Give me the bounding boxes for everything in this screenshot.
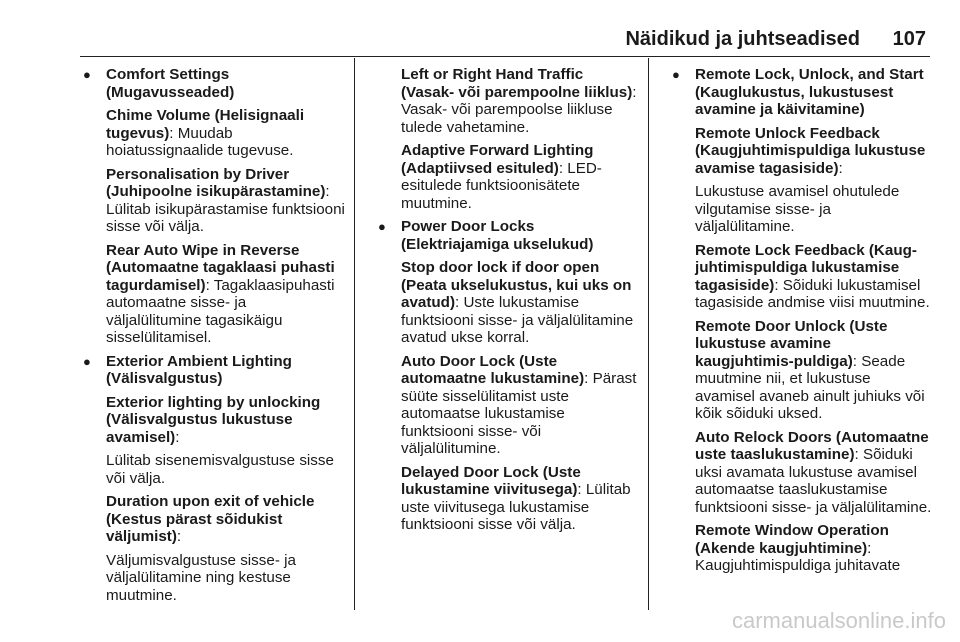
setting-name: Rear Auto Wipe in Reverse (Automaatne tagaklaasi puhasti tagurdamisel) bbox=[106, 241, 335, 294]
setting-name: Personalisation by Driver (Juhipoolne isikupärastamine) bbox=[106, 165, 326, 200]
setting-desc: : Pärast süüte sisselülitamist uste automaatse lukustamise funktsiooni sisse- või väljalülitumine. bbox=[401, 370, 637, 457]
setting-item bbox=[401, 259, 640, 347]
setting-desc: : Sõiduki lukustamisel tagasiside andmise viisi muutmine. bbox=[695, 276, 930, 311]
setting-paragraph: Väljumisvalgustuse sisse- ja väljalülitamine ning kestuse muutmine. bbox=[106, 551, 296, 604]
setting-desc: : Lülitab uste viivitusega lukustamise funktsiooni sisse või välja. bbox=[401, 481, 631, 533]
setting-desc: : LED-esitulede funktsioonisätete muutmine. bbox=[401, 159, 602, 212]
page-number: 107 bbox=[892, 28, 926, 50]
setting-name: Auto Door Lock (Uste automaatne lukustamine) bbox=[401, 352, 585, 387]
header-title: Näidikud ja juhtseadised bbox=[625, 28, 860, 50]
setting-name: Exterior lighting by unlocking (Välisvalgustus lukustuse avamisel) bbox=[106, 393, 321, 446]
setting-item bbox=[695, 318, 932, 423]
setting-desc: Kaugjuhtimispuldiga juhitavate bbox=[695, 557, 901, 574]
setting-paragraph: Lukustuse avamisel ohutulede vilgutamise sisse- ja väljalülitamine. bbox=[695, 183, 900, 235]
setting-item bbox=[106, 394, 345, 447]
section-heading: ● Remote Lock, Unlock, and Start (Kauglukustus, lukustusest avamine ja käivitamine) bbox=[672, 66, 932, 119]
setting-paragraph: Lülitab sisenemisvalgustuse sisse või välja. bbox=[106, 452, 334, 487]
setting-desc: : Muudab hoiatussignaalide tugevuse. bbox=[106, 124, 294, 159]
setting-desc: : bbox=[176, 528, 182, 545]
section-heading: ● Exterior Ambient Lighting (Välisvalgustus) bbox=[83, 353, 345, 388]
setting-desc: : bbox=[867, 539, 872, 557]
setting-item bbox=[106, 242, 345, 347]
setting-item bbox=[695, 125, 932, 178]
setting-item bbox=[401, 464, 640, 534]
setting-desc: : Lülitab isikupärastamise funktsiooni sisse või välja. bbox=[106, 183, 345, 235]
setting-name: Chime Volume (Helisignaali tugevus) bbox=[106, 107, 305, 142]
column-3 bbox=[672, 66, 932, 581]
column-1 bbox=[83, 66, 345, 610]
page-header bbox=[80, 26, 930, 56]
setting-name: Remote Window Operation (Akende kaugjuhtimine) bbox=[695, 522, 889, 557]
setting-name: Remote Lock Feedback (Kaug-juhtimispuldiga lukustamise tagasiside) bbox=[695, 241, 917, 294]
setting-name: Remote Unlock Feedback (Kaugjuhtimispuldiga lukustuse avamise tagasiside) bbox=[695, 124, 926, 177]
setting-desc: : Vasak- või parempoolse liikluse tulede vahetamine. bbox=[401, 83, 637, 136]
setting-desc: : Tagaklaasipuhasti automaatne sisse- ja väljalülitumine tagasikäigu sisselülitamisel. bbox=[106, 276, 335, 346]
setting-item bbox=[401, 142, 640, 212]
setting-name: Left or Right Hand Traffic (Vasak- või parempoolne liiklus) bbox=[401, 66, 633, 101]
setting-item bbox=[695, 522, 932, 575]
setting-desc: : Sõiduki uksi avamata lukustuse avamisel automaatse taaslukustamise funktsiooni sisse- ja väljalülitamine. bbox=[695, 446, 932, 516]
section-heading: ● Comfort Settings (Mugavusseaded) bbox=[83, 66, 345, 101]
setting-desc: : bbox=[838, 159, 843, 177]
setting-item bbox=[401, 353, 640, 458]
setting-desc: : Seade muutmine nii, et lukustuse avamisel avaneb ainult juhiuks või kõik sõiduki uksed. bbox=[695, 352, 925, 422]
setting-item bbox=[695, 429, 932, 517]
setting-item bbox=[695, 242, 932, 312]
setting-item bbox=[401, 66, 640, 136]
setting-name: Stop door lock if door open (Peata ukselukustus, kui uks on avatud) bbox=[401, 259, 632, 311]
header-rule bbox=[80, 56, 930, 57]
setting-name: Remote Door Unlock (Uste lukustuse avamine kaugjuhtimis-puldiga) bbox=[695, 317, 888, 370]
setting-name: Duration upon exit of vehicle (Kestus pärast sõidukist väljumist) bbox=[106, 493, 315, 545]
setting-desc: : bbox=[175, 428, 180, 446]
watermark: carmanualsonline.info bbox=[731, 608, 946, 633]
setting-name: Adaptive Forward Lighting (Adaptiivsed esituled) bbox=[401, 142, 594, 177]
setting-desc: : Uste lukustamise funktsiooni sisse- ja väljalülitamine avatud ukse korral. bbox=[401, 294, 634, 346]
setting-name: Delayed Door Lock (Uste lukustamine viivitusega) bbox=[401, 463, 581, 498]
column-2 bbox=[378, 66, 640, 540]
setting-item bbox=[106, 107, 345, 160]
setting-item bbox=[106, 493, 345, 546]
section-heading: ● Power Door Locks (Elektriajamiga ukselukud) bbox=[378, 218, 640, 253]
column-divider bbox=[648, 58, 649, 610]
setting-name: Auto Relock Doors (Automaatne uste taaslukustamine) bbox=[695, 428, 929, 463]
setting-item bbox=[106, 166, 345, 236]
column-divider bbox=[354, 58, 355, 610]
